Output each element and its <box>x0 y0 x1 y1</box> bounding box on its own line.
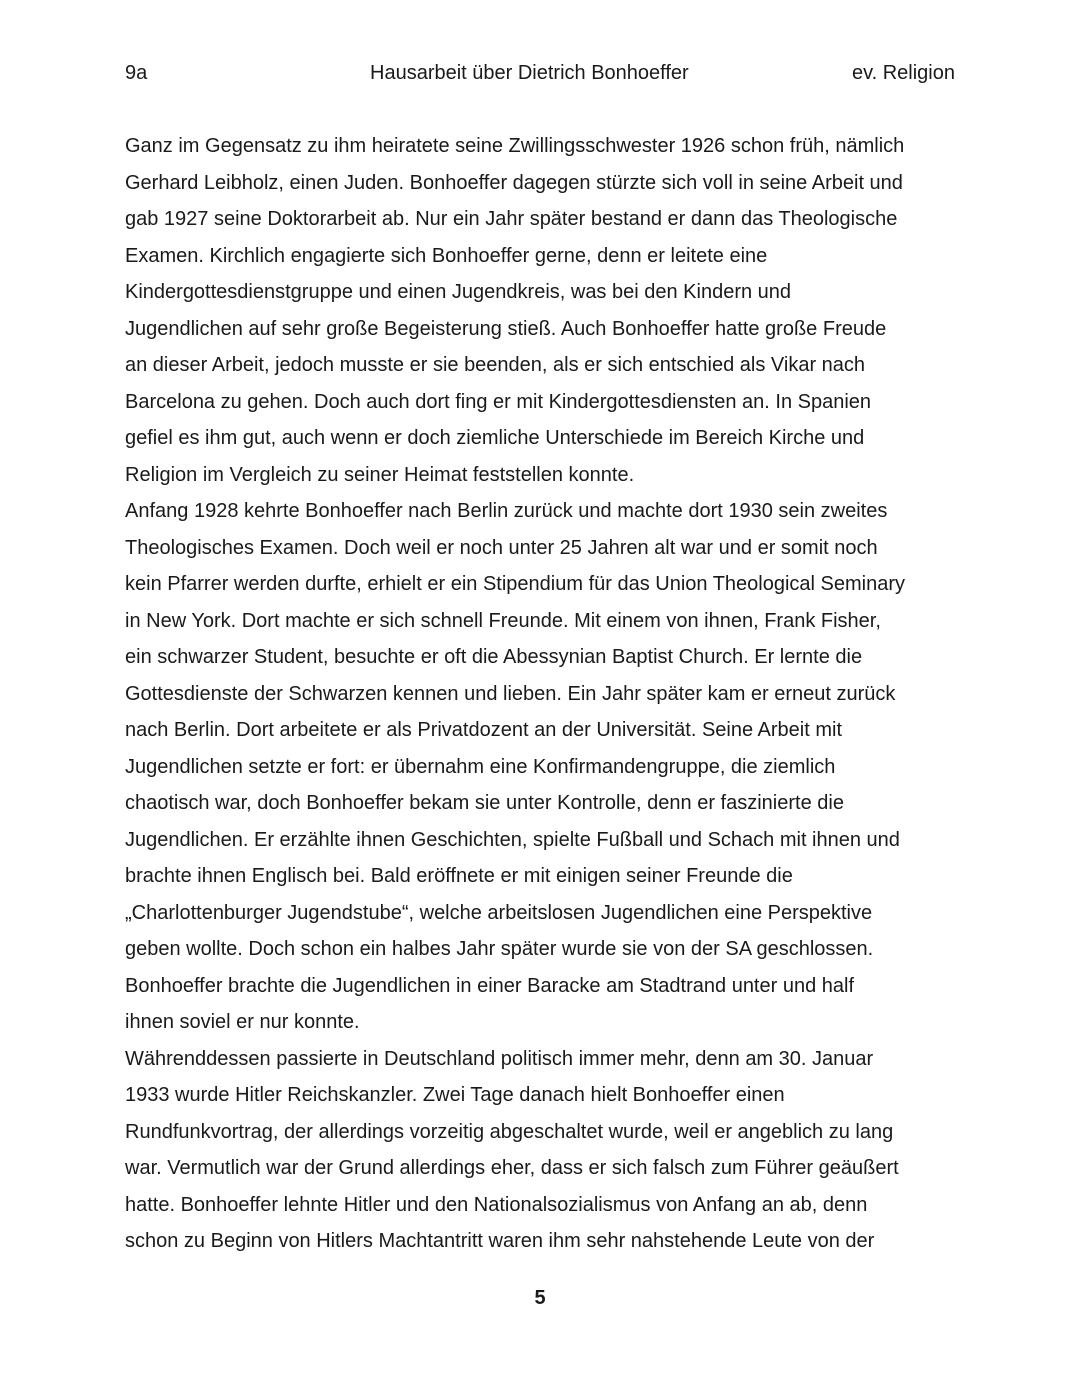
text-line: ein schwarzer Student, besuchte er oft die Abessynian Baptist Church. Er lernte die <box>125 646 863 668</box>
text-line: in New York. Dort machte er sich schnell Freunde. Mit einem von ihnen, Frank Fisher, <box>125 609 881 632</box>
body-text <box>125 128 955 1260</box>
text-line: hatte. Bonhoeffer lehnte Hitler und den Nationalsozialismus von Anfang an ab, denn <box>125 1193 868 1216</box>
text-line: kein Pfarrer werden durfte, erhielt er ein Stipendium für das Union Theological Seminary <box>125 573 906 595</box>
subject-label: ev. Religion <box>851 62 955 84</box>
text-line: Rundfunkvortrag, der allerdings vorzeitig abgeschaltet wurde, weil er angeblich zu lang <box>125 1120 894 1143</box>
text-line: 1933 wurde Hitler Reichskanzler. Zwei Tage danach hielt Bonhoeffer einen <box>125 1084 785 1106</box>
text-line: Jugendlichen setzte er fort: er übernahm eine Konfirmandengruppe, die ziemlich <box>125 755 836 778</box>
text-line: war. Vermutlich war der Grund allerdings eher, dass er sich falsch zum Führer geäußert <box>125 1157 899 1179</box>
text-line: Währenddessen passierte in Deutschland politisch immer mehr, denn am 30. Januar <box>125 1047 874 1070</box>
text-line: „Charlottenburger Jugendstube“, welche arbeitslosen Jugendlichen eine Perspektive <box>125 901 873 924</box>
text-line: Gerhard Leibholz, einen Juden. Bonhoeffer dagegen stürzte sich voll in seine Arbeit und <box>125 171 903 194</box>
text-line: an dieser Arbeit, jedoch musste er sie beenden, als er sich entschied als Vikar nach <box>125 354 866 376</box>
text-line: Theologisches Examen. Doch weil er noch unter 25 Jahren alt war und er somit noch <box>125 536 878 559</box>
text-line: ihnen soviel er nur konnte. <box>125 1011 360 1033</box>
page-number: 5 <box>534 1287 546 1309</box>
document-title: Hausarbeit über Dietrich Bonhoeffer <box>370 62 689 84</box>
text-line: Examen. Kirchlich engagierte sich Bonhoeffer gerne, denn er leitete eine <box>125 244 768 267</box>
text-line: chaotisch war, doch Bonhoeffer bekam sie unter Kontrolle, denn er faszinierte die <box>125 792 844 814</box>
text-line: Religion im Vergleich zu seiner Heimat feststellen konnte. <box>125 463 635 486</box>
text-line: gefiel es ihm gut, auch wenn er doch ziemliche Unterschiede im Bereich Kirche und <box>125 427 865 449</box>
text-line: Kindergottesdienstgruppe und einen Jugendkreis, was bei den Kindern und <box>125 281 792 303</box>
page-header <box>125 62 955 90</box>
text-line: Barcelona zu gehen. Doch auch dort fing er mit Kindergottesdiensten an. In Spanien <box>125 390 872 413</box>
text-line: Jugendlichen auf sehr große Begeisterung stieß. Auch Bonhoeffer hatte große Freude <box>125 317 887 340</box>
text-line: Jugendlichen. Er erzählte ihnen Geschichten, spielte Fußball und Schach mit ihnen und <box>125 828 900 851</box>
text-line: brachte ihnen Englisch bei. Bald eröffnete er mit einigen seiner Freunde die <box>125 865 793 887</box>
text-line: schon zu Beginn von Hitlers Machtantritt waren ihm sehr nahstehende Leute von der <box>125 1230 875 1252</box>
text-line: Bonhoeffer brachte die Jugendlichen in einer Baracke am Stadtrand unter und half <box>125 974 855 997</box>
text-line: Ganz im Gegensatz zu ihm heiratete seine Zwillingsschwester 1926 schon früh, nämlich <box>125 135 905 157</box>
text-line: gab 1927 seine Doktorarbeit ab. Nur ein Jahr später bestand er dann das Theologische <box>125 208 898 230</box>
text-line: Gottesdienste der Schwarzen kennen und lieben. Ein Jahr später kam er erneut zurück <box>125 682 896 705</box>
text-line: nach Berlin. Dort arbeitete er als Privatdozent an der Universität. Seine Arbeit mit <box>125 719 843 741</box>
class-label: 9a <box>125 62 148 84</box>
text-line: geben wollte. Doch schon ein halbes Jahr später wurde sie von der SA geschlossen. <box>125 938 874 960</box>
text-line: Anfang 1928 kehrte Bonhoeffer nach Berlin zurück und machte dort 1930 sein zweites <box>125 500 888 522</box>
